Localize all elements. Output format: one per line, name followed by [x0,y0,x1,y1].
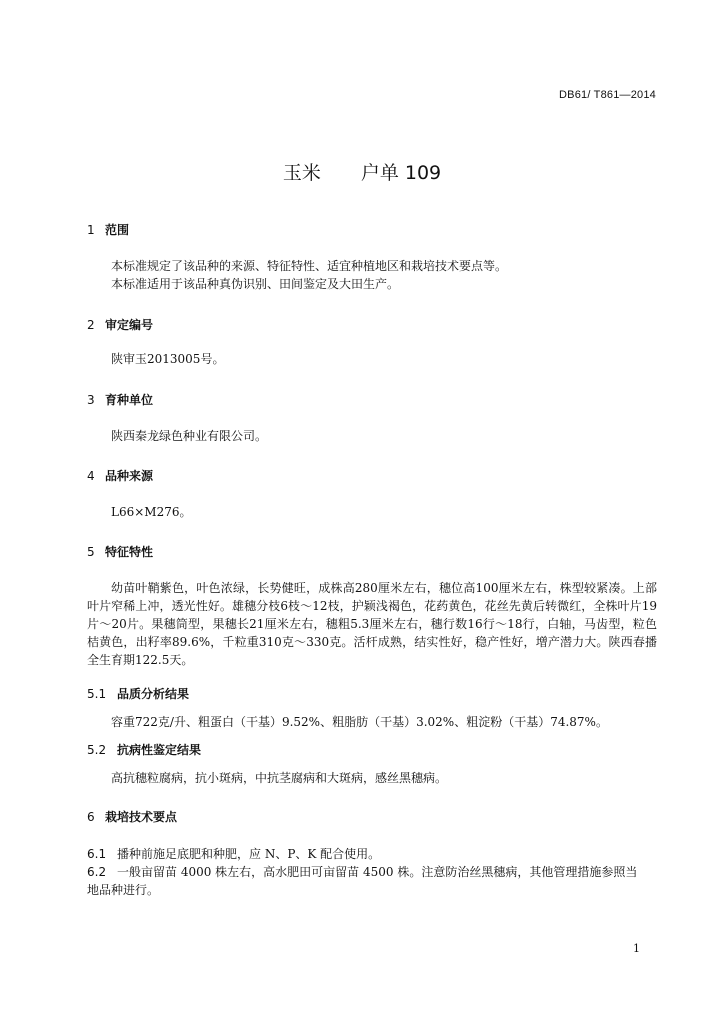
section-6-item-2-continued: 地品种进行。 [87,883,160,897]
section-3-line-1: 陕西秦龙绿色种业有限公司。 [111,429,268,443]
document-title [0,158,724,185]
section-number: 6 [87,810,95,824]
page-number: 1 [633,942,640,955]
section-1-line-2: 本标准适用于该品种真伪识别、田间鉴定及大田生产。 [111,277,400,291]
section-1-line-1: 本标准规定了该品种的来源、特征特性、适宜种植地区和栽培技术要点等。 [111,259,508,273]
section-title: 审定编号 [105,318,154,332]
title-variety: 户单 109 [360,162,442,184]
title-crop: 玉米 [282,162,321,184]
item-number: 6.2 [87,865,107,879]
section-6-item-1 [87,845,657,863]
section-number: 3 [87,393,95,407]
section-title: 特征特性 [105,545,154,559]
section-5-heading [87,543,153,560]
section-2-line-1: 陕审玉2013005号。 [111,352,225,366]
section-6-item-2 [87,863,657,881]
section-5-1-heading [87,685,189,702]
section-5-2-line-1: 高抗穗粒腐病，抗小斑病，中抗茎腐病和大斑病，感丝黑穗病。 [111,771,448,785]
section-title: 品种来源 [105,469,154,483]
item-number: 6.1 [87,847,107,861]
section-number: 4 [87,469,95,483]
section-5-1-line-1: 容重722克/升、粗蛋白（干基）9.52%、粗脂肪（干基）3.02%、粗淀粉（干基）74.87%。 [111,715,608,729]
item-text: 一般亩留苗 4000 株左右，高水肥田可亩留苗 4500 株。注意防治丝黑穗病，其他管理措施参照当 [117,865,638,879]
section-5-paragraph: 幼苗叶鞘紫色，叶色浓绿，长势健旺，成株高280厘米左右，穗位高100厘米左右，株型较紧凑。上部叶片窄稀上冲，透光性好。雄穗分枝6枝～12枝，护颖浅褐色，花药黄色，花丝先黄后转微红，全株叶片19片～20片。果穗筒型，果穗长21厘米左右，穗粗5.3厘米左右，穗行数16行～18行，白轴，马齿型，粒色桔黄色，出籽率89.6%，千粒重310克～330克。活杆成熟，结实性好，稳产性好，增产潜力大。陕西春播全生育期122.5天。 [87,581,657,667]
section-4-line-1: L66×M276。 [111,505,192,519]
item-text: 播种前施足底肥和种肥，应 N、P、K 配合使用。 [117,847,381,861]
section-4-heading [87,467,153,484]
section-title: 育种单位 [105,393,154,407]
section-5-2-heading [87,741,201,758]
section-6-heading [87,808,177,825]
section-number: 5 [87,545,95,559]
section-number: 5.1 [87,687,107,701]
section-title: 抗病性鉴定结果 [117,743,202,757]
section-1-heading [87,221,129,238]
section-title: 范围 [105,223,130,237]
section-2-heading [87,316,153,333]
section-number: 2 [87,318,95,332]
standard-code: DB61/ T861—2014 [559,89,656,101]
section-number: 5.2 [87,743,107,757]
section-3-heading [87,391,153,408]
section-title: 品质分析结果 [117,687,190,701]
section-number: 1 [87,223,95,237]
section-title: 栽培技术要点 [105,810,178,824]
